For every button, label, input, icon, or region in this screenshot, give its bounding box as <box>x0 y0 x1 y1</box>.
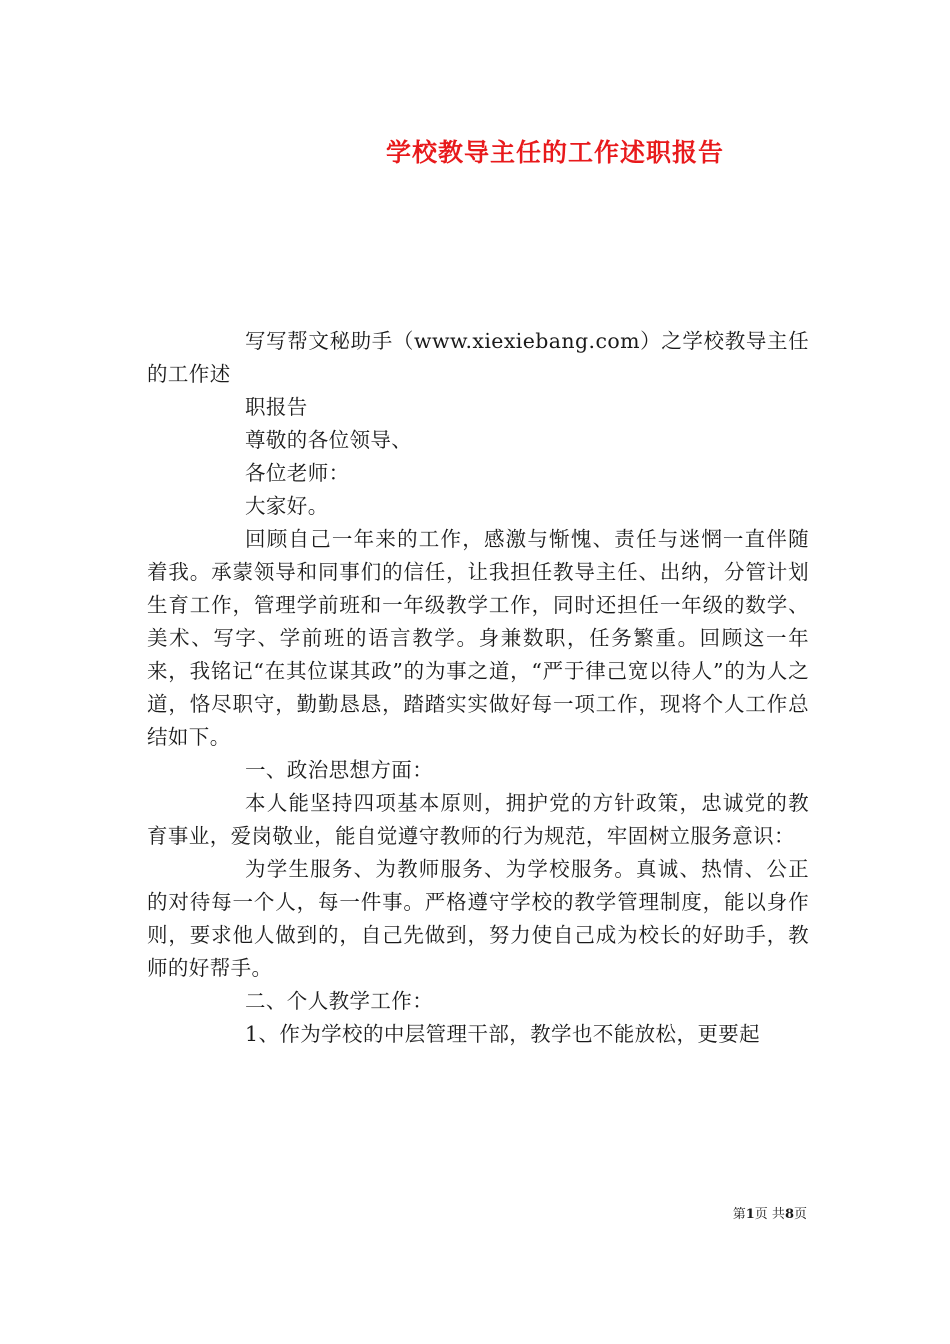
greeting-teachers: 各位老师： <box>245 461 350 485</box>
section-heading-teaching: 二、个人教学工作： <box>245 989 434 1013</box>
paragraph-politics: 本人能坚持四项基本原则，拥护党的方针政策，忠诚党的教育事业，爱岗敬业，能自觉遵守教师的行为规范，牢固树立服务意识： <box>147 791 809 848</box>
footer-prefix: 第 <box>732 1207 746 1222</box>
page-footer <box>733 1203 807 1222</box>
paragraph-teaching-1: 1、作为学校的中层管理干部，教学也不能放松，更要起 <box>245 1022 761 1046</box>
footer-total-pages: 8 <box>784 1207 794 1222</box>
footer-suffix: 页 <box>793 1207 807 1222</box>
document-title: 学校教导主任的工作述职报告 <box>385 138 724 167</box>
greeting-everyone: 大家好。 <box>245 494 329 518</box>
paragraph-review: 回顾自己一年来的工作，感激与惭愧、责任与迷惘一直伴随着我。承蒙领导和同事们的信任，让我担任教导主任、出纳，分管计划生育工作，管理学前班和一年级教学工作，同时还担任一年级的数学、美术、写字、学前班的语言教学。身兼数职，任务繁重。回顾这一年来，我铭记“在其位谋其政”的为事之道，“严于律己宽以待人”的为人之道，恪尽职守，勤勤恳恳，踏踏实实做好每一项工作，现将个人工作总结如下。 <box>147 527 809 749</box>
greeting-leaders: 尊敬的各位领导、 <box>245 428 413 452</box>
paragraph-service: 为学生服务、为教师服务、为学校服务。真诚、热情、公正的对待每一个人，每一件事。严格遵守学校的教学管理制度，能以身作则，要求他人做到的，自己先做到，努力使自己成为校长的好助手，教师的好帮手。 <box>147 857 809 980</box>
paragraph-intro: 写写帮文秘助手（www.xiexiebang.com）之学校教导主任的工作述 <box>147 329 809 386</box>
section-heading-politics: 一、政治思想方面： <box>245 758 434 782</box>
footer-middle: 页 共 <box>754 1207 785 1222</box>
footer-current-page: 1 <box>745 1207 755 1222</box>
document-body <box>147 325 809 1051</box>
paragraph-intro-continued: 职报告 <box>245 395 308 419</box>
